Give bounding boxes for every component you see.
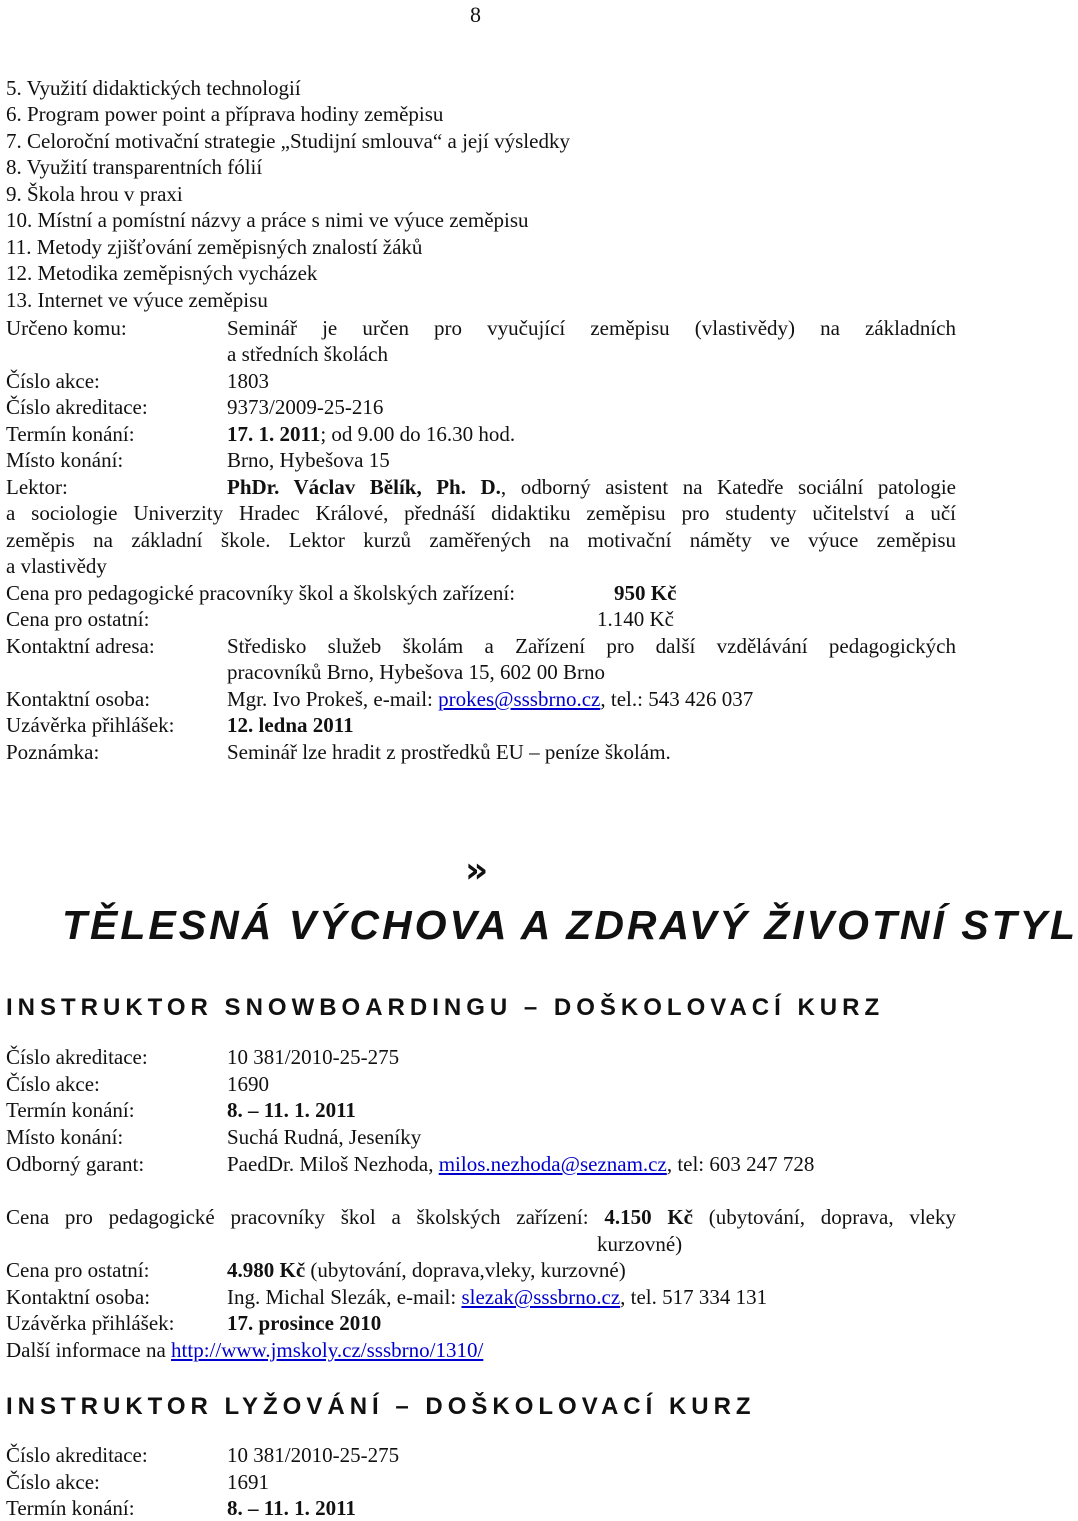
chevron-icon: »	[465, 850, 489, 891]
osoba-value	[227, 687, 753, 712]
lektor-label: Lektor:	[6, 475, 68, 499]
list-item: 7. Celoroční motivační strategie „Studijní smlouva“ a její výsledky	[6, 129, 570, 153]
misto-value: Suchá Rudná, Jeseníky	[227, 1125, 422, 1149]
osoba-name: Ing. Michal Slezák, e-mail:	[227, 1285, 462, 1309]
osoba-name: Mgr. Ivo Prokeš, e-mail:	[227, 687, 439, 711]
termin-date: 17. 1. 2011	[227, 422, 321, 446]
cena-ost-value: 1.140 Kč	[597, 607, 674, 631]
list-item: 6. Program power point a příprava hodiny zeměpisu	[6, 102, 444, 126]
akce-label: Číslo akce:	[6, 1072, 100, 1096]
cena-ped-line	[6, 1205, 956, 1230]
cena-ost-label: Cena pro ostatní:	[6, 1258, 150, 1282]
osoba-label: Kontaktní osoba:	[6, 1285, 151, 1309]
uzaverka-label: Uzávěrka přihlášek:	[6, 1311, 175, 1335]
cena-ped-value: 950 Kč	[614, 581, 677, 605]
akreditace-value: 10 381/2010-25-275	[227, 1045, 400, 1069]
cena-ped-label: Cena pro pedagogické pracovníky škol a školských zařízení:	[6, 581, 516, 605]
section-title: TĚLESNÁ VÝCHOVA A ZDRAVÝ ŽIVOTNÍ STYL	[62, 902, 1078, 948]
termin-label: Termín konání:	[6, 1496, 135, 1520]
course-heading-snowboard: INSTRUKTOR SNOWBOARDINGU – DOŠKOLOVACÍ KURZ	[6, 994, 885, 1021]
lektor-desc-line: zeměpis na základní škole. Lektor kurzů zaměřených na motivační náměty ve výuce zeměpisu	[6, 528, 956, 552]
cena-ped-note-cont: kurzovné)	[597, 1232, 683, 1256]
cena-ped-value: 4.150 Kč	[604, 1205, 693, 1229]
uzaverka-label: Uzávěrka přihlášek:	[6, 713, 175, 737]
termin-label: Termín konání:	[6, 422, 135, 446]
akreditace-label: Číslo akreditace:	[6, 395, 148, 419]
course-heading-lyzovani: INSTRUKTOR LYŽOVÁNÍ – DOŠKOLOVACÍ KURZ	[6, 1393, 756, 1420]
misto-value: Brno, Hybešova 15	[227, 448, 390, 472]
akreditace-label: Číslo akreditace:	[6, 1443, 148, 1467]
garant-phone: , tel: 603 247 728	[666, 1152, 815, 1176]
lektor-value	[227, 475, 956, 500]
akreditace-value: 10 381/2010-25-275	[227, 1443, 400, 1467]
info-line	[6, 1338, 483, 1363]
poznamka-value: Seminář lze hradit z prostředků EU – peníze školám.	[227, 740, 671, 764]
akreditace-value: 9373/2009-25-216	[227, 395, 384, 419]
urceno-value-cont: a středních školách	[227, 342, 388, 366]
osoba-value	[227, 1285, 767, 1310]
email-link[interactable]: prokes@sssbrno.cz	[438, 687, 601, 711]
adresa-value-cont: pracovníků Brno, Hybešova 15, 602 00 Brno	[227, 660, 605, 684]
lektor-desc-line: a sociologie Univerzity Hradec Králové, přednáší didaktiku zeměpisu pro studenty učitelství a učí	[6, 501, 956, 525]
list-item: 5. Využití didaktických technologií	[6, 76, 301, 100]
page-number: 8	[470, 2, 481, 27]
info-link[interactable]: http://www.jmskoly.cz/sssbrno/1310/	[171, 1338, 484, 1362]
urceno-label: Určeno komu:	[6, 316, 127, 340]
akce-label: Číslo akce:	[6, 369, 100, 393]
lektor-desc: , odborný asistent na Katedře sociální patologie	[500, 475, 956, 499]
urceno-value: Seminář je určen pro vyučující zeměpisu (vlastivědy) na základních	[227, 316, 956, 340]
osoba-phone: , tel. 517 334 131	[620, 1285, 768, 1309]
email-link[interactable]: slezak@sssbrno.cz	[461, 1285, 621, 1309]
adresa-value: Středisko služeb školám a Zařízení pro další vzdělávání pedagogických	[227, 634, 956, 658]
lektor-name: PhDr. Václav Bělík, Ph. D.	[227, 475, 501, 499]
list-item: 8. Využití transparentních fólií	[6, 155, 263, 179]
poznamka-label: Poznámka:	[6, 740, 100, 764]
uzaverka-value: 12. ledna 2011	[227, 713, 354, 737]
list-item: 13. Internet ve výuce zeměpisu	[6, 288, 268, 312]
akreditace-label: Číslo akreditace:	[6, 1045, 148, 1069]
lektor-desc-line: a vlastivědy	[6, 554, 107, 578]
cena-ost-amount: 4.980 Kč	[227, 1258, 306, 1282]
garant-value	[227, 1152, 814, 1177]
cena-ost-label: Cena pro ostatní:	[6, 607, 150, 631]
termin-value: 8. – 11. 1. 2011	[227, 1098, 356, 1122]
uzaverka-value: 17. prosince 2010	[227, 1311, 382, 1335]
akce-value: 1690	[227, 1072, 269, 1096]
misto-label: Místo konání:	[6, 1125, 124, 1149]
osoba-phone: , tel.: 543 426 037	[600, 687, 754, 711]
akce-label: Číslo akce:	[6, 1470, 100, 1494]
info-label: Další informace na	[6, 1338, 172, 1362]
akce-value: 1803	[227, 369, 269, 393]
adresa-label: Kontaktní adresa:	[6, 634, 155, 658]
list-item: 10. Místní a pomístní názvy a práce s nimi ve výuce zeměpisu	[6, 208, 529, 232]
cena-ost-note: (ubytování, doprava,vleky, kurzovné)	[305, 1258, 626, 1282]
osoba-label: Kontaktní osoba:	[6, 687, 151, 711]
termin-value	[227, 422, 515, 447]
email-link[interactable]: milos.nezhoda@seznam.cz	[438, 1152, 667, 1176]
termin-time: ; od 9.00 do 16.30 hod.	[320, 422, 516, 446]
garant-name: PaedDr. Miloš Nezhoda,	[227, 1152, 439, 1176]
cena-ped-note: (ubytování, doprava, vleky	[708, 1205, 957, 1229]
misto-label: Místo konání:	[6, 448, 124, 472]
termin-value: 8. – 11. 1. 2011	[227, 1496, 356, 1520]
list-item: 12. Metodika zeměpisných vycházek	[6, 261, 318, 285]
cena-ped-label: Cena pro pedagogické pracovníky škol a školských zařízení:	[6, 1205, 589, 1229]
cena-ost-value	[227, 1258, 626, 1283]
termin-label: Termín konání:	[6, 1098, 135, 1122]
list-item: 9. Škola hrou v praxi	[6, 182, 183, 206]
garant-label: Odborný garant:	[6, 1152, 145, 1176]
akce-value: 1691	[227, 1470, 269, 1494]
list-item: 11. Metody zjišťování zeměpisných znalostí žáků	[6, 235, 423, 259]
